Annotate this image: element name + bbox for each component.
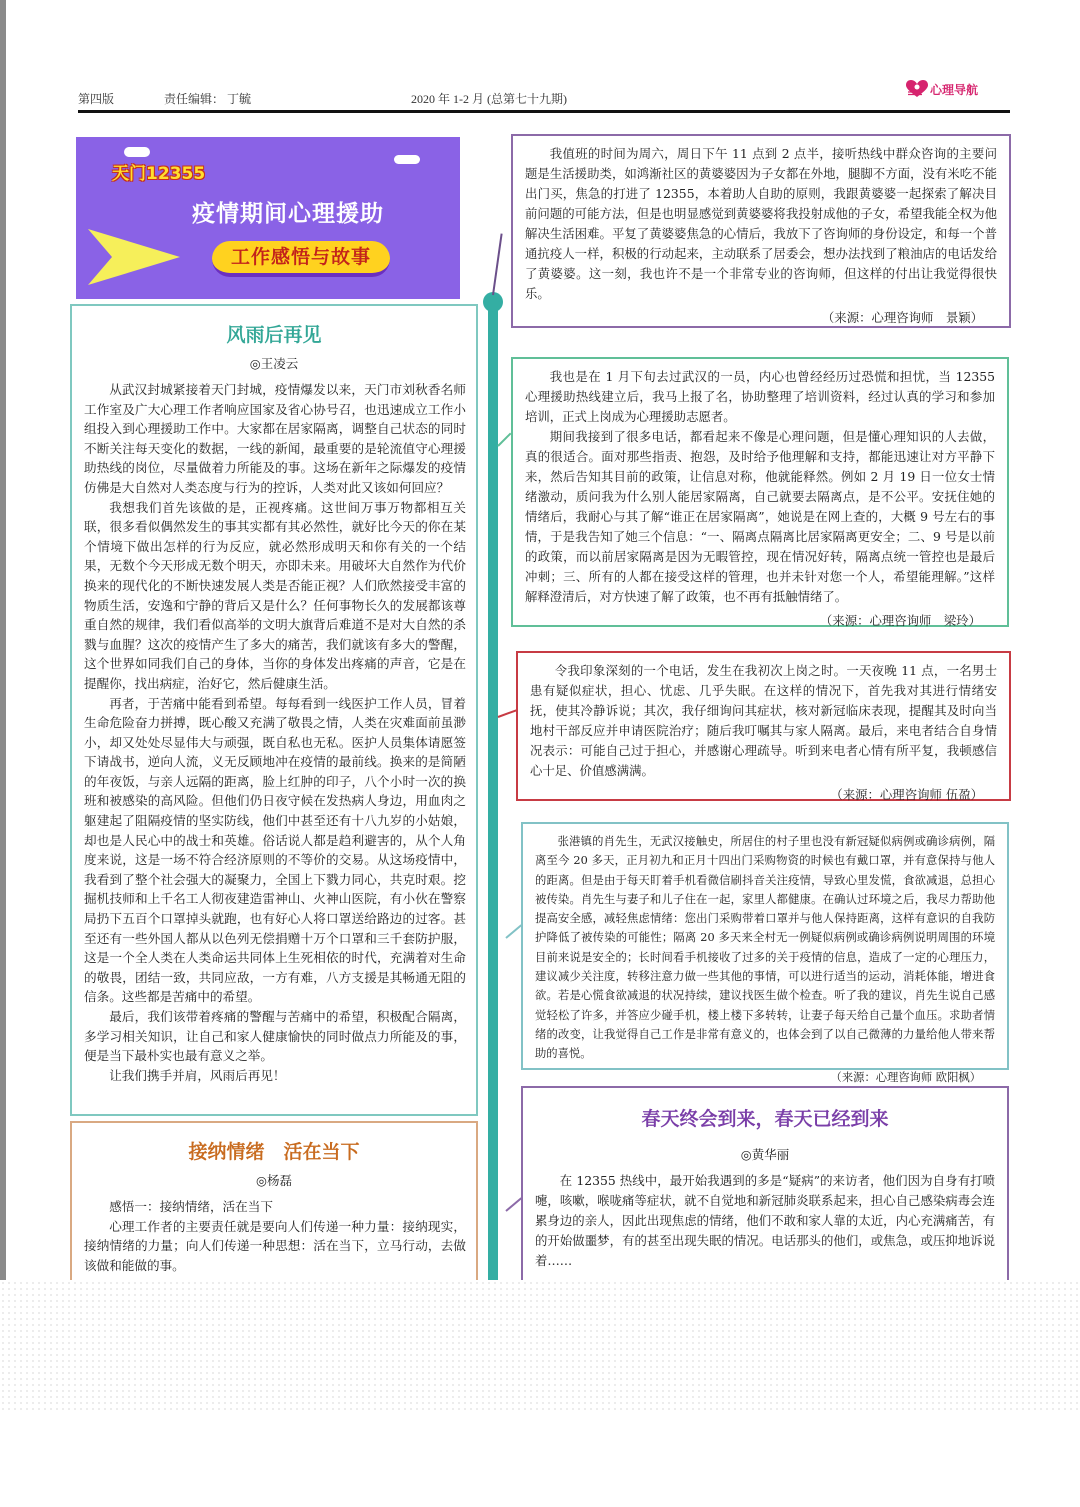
blank-area <box>0 1410 1080 1507</box>
article-paragraph: 感悟一：接纳情绪，活在当下 <box>109 1199 273 1214</box>
story-paragraph: 我值班的时间为周六，周日下午 11 点到 2 点半，接听热线中群众咨询的主要问题是生活援助类，如鸿渐社区的黄婆婆因为子女都在外地，腿脚不方面，没有米吃不能出门买，焦急的打进了 12355，本着助人自助的原则，我跟黄婆婆一起探索了解决目前问题的可能方法，但是也明显感觉到黄婆婆将我投射成他的子女，希望我能全权为他解决生活困难。平复了黄婆婆焦急的心情后，我放下了咨询师的身份设定，和每一个普通抗疫人一样，积极的行动起来，主动联系了居委会，想办法找到了粮油店的电话发给了黄婆婆。这一刻，我也许不是一个非常专业的咨询师，但这样的付出让我觉得很快乐。 <box>525 146 997 301</box>
story-paragraph: 期间我接到了很多电话，都看起来不像是心理问题，但是懂心理知识的人去做，真的很适合。面对那些指责、抱怨，及时给予他理解和支持，都能迅速让对方平静下来，然后告知其目前的政策，让信息对称，他就能释然。例如 2 月 19 日一位女士情绪激动，质问我为什么别人能居家隔离，自己就要去隔离点，是不公平。安抚住她的情绪后，我耐心与其了解“谁正在居家隔离”，她说是在网上查的，大概 9 号左右的事情，于是我告知了她三个信息：“一、隔离点隔离比居家隔离更安全；二、9 号是以前的政策，而以前居家隔离是因为无暇管控，现在情况好转，隔离点统一管控也是最后冲刺；三、所有的人都在接受这样的管理，也并未针对您一个人，希望能理解。”这样解释澄清后，对方快速了解了政策，也不再有抵触情绪了。 <box>525 429 995 604</box>
page-cutoff-dotted-area <box>0 1280 1080 1410</box>
story-paragraph: 张港镇的肖先生，无武汉接触史，所居住的村子里也没有新冠疑似病例或确诊病例，隔离至今 20 多天，正月初九和正月十四出门采购物资的时候也有戴口罩，并有意保持与他人的距离。但是由于每天盯着手机看微信刷抖音关注疫情，导致心里发慌，食欲减退，总担心被传染。肖先生与妻子和儿子住在一起，家里人都健康。在确认过环境之后，我尽力帮助他提高安全感，减轻焦虑情绪：您出门采购带着口罩并与他人保持距离，这样有意识的自我防护降低了被传染的可能性；隔离 20 多天来全村无一例疑似病例或确诊病例说明周围的环境目前来说是安全的；长时间看手机接收了过多的关于疫情的信息，造成了一定的心理压力，建议减少关注度，转移注意力做一些其他的事情，可以进行适当的运动，消耗体能，增进食欲。若是心慌食欲减退的状况持续，建议找医生做个检查。听了我的建议，肖先生说自己感觉轻松了许多，并答应少碰手机，楼上楼下多转转，让妻子每天给自己量个血压。求助者情绪的改变，让我觉得自己工作是非常有意义的，也体会到了以自己微薄的力量给他人带来帮助的喜悦。 <box>535 835 995 1061</box>
article-title: 春天终会到来，春天已经到来 <box>641 1108 889 1130</box>
timeline-connector <box>492 233 503 295</box>
banner-subtitle: 工作感悟与故事 <box>212 241 390 277</box>
story-jingying <box>511 134 1011 328</box>
hotline-tag: 天门12355 <box>112 164 206 184</box>
article-paragraph: 我想我们首先该做的是，正视疼痛。这世间万事万物都相互关联，很多看似偶然发生的事其实都有其必然性，就好比今天的你在某个情境下做出怎样的行为反应，就必然形成明天和你有关的一个结果，无数个今天形成无数个明天，亦即未来。用破坏大自然作为代价换来的现代化的不断快速发展人类是否能正视？人们欣然接受丰富的物质生活，安逸和宁静的背后又是什么？任何事物长久的发展都该尊重自然的规律，我们看似高举的文明大旗背后难道不是对大自然的杀戮与血腥？这次的疫情产生了多大的痛苦，我们就该有多大的警醒，这个世界如同我们自己的身体，当你的身体发出疼痛的声音，它是在提醒你，找出病症，治好它，然后健康生活。 <box>84 499 466 691</box>
publication-logo <box>906 77 978 101</box>
issue-date: 2020 年 1-2 月 (总第七十九期) <box>411 92 567 106</box>
article-paragraph: 心理工作者的主要责任就是要向人们传递一种力量：接纳现实，接纳情绪的力量；向人们传递一种思想：活在当下，立马行动，去做该做和能做的事。 <box>84 1218 466 1273</box>
timeline-connector <box>498 709 517 718</box>
article-author: ◎王凌云 <box>249 356 299 371</box>
edition-label: 第四版 <box>78 92 115 106</box>
article-paragraph: 从武汉封城紧接着天门封城，疫情爆发以来，天门市刘秋香名师工作室及广大心理工作者响应国家及省心协号召，也迅速成立工作小组投入到心理援助工作中。大家都在居家隔离，调整自己状态的同时不断关注每天变化的数据，一线的新闻，最重要的是轮流值守心理援助热线的岗位，尽量做着力所能及的事。这场在新年之际爆发的疫情仿佛是大自然对人类态度与行为的控诉，人类对此又该如何回应？ <box>84 382 466 495</box>
header-rule <box>78 110 1010 113</box>
timeline-connector <box>505 924 522 938</box>
story-paragraph: 我也是在 1 月下旬去过武汉的一员，内心也曾经经历过恐慌和担忧，当 12355 心理援助热线建立后，我马上报了名，协助整理了培训资料，经过认真的学习和参加培训，正式上岗成为心理援助志愿者。 <box>525 369 995 424</box>
editor-label: 责任编辑： 丁毓 <box>164 92 252 106</box>
feature-banner <box>76 137 460 299</box>
timeline-connector <box>497 433 511 447</box>
story-source: （来源：心理咨询师 伍盈） <box>830 787 983 802</box>
timeline-connector <box>505 1197 522 1211</box>
timeline-line <box>488 304 498 1280</box>
story-paragraph: 令我印象深刻的一个电话，发生在我初次上岗之时。一天夜晚 11 点，一名男士患有疑似症状，担心、忧虑、几乎失眠。在这样的情况下，首先我对其进行情绪安抚，使其冷静诉说；其次，我仔细询问其症状，核对新冠临床表现，提醒其及时向当地村干部反应并申请医院治疗；随后我叮嘱其与家人隔离。最后，来电者结合自身情况表示：可能自己过于担心，并感谢心理疏导。听到来电者心情有所平复，我顿感信心十足、价值感满满。 <box>530 663 997 778</box>
story-liangling <box>511 357 1009 627</box>
article-paragraph: 在 12355 热线中，最开始我遇到的多是“疑病”的来访者，他们因为自身有打喷嚏，咳嗽，喉咙痛等症状，就不自觉地和新冠肺炎联系起来，担心自己感染病毒会连累身边的亲人，因此出现焦虑的情绪，他们不敢和家人靠的太近，内心充满痛苦，有的开始做噩梦，有的甚至出现失眠的情况。电话那头的他们，或焦急，或压抑地诉说着…… <box>535 1173 995 1268</box>
arrow-icon <box>88 229 180 285</box>
page-header <box>78 88 1008 108</box>
article-jiena <box>70 1121 478 1280</box>
story-source: （来源：心理咨询师 欧阳枫） <box>830 1070 981 1084</box>
banner-title: 疫情期间心理援助 <box>192 201 384 227</box>
story-source: （来源：心理咨询师 梁玲） <box>819 613 981 628</box>
article-paragraph: 最后，我们该带着疼痛的警醒与苦痛中的希望，积极配合隔离，多学习相关知识，让自己和家人健康愉快的同时做点力所能及的事，便是当下最朴实也最有意义之举。 <box>84 1009 466 1064</box>
article-paragraph: 再者，于苦痛中能看到希望。每每看到一线医护工作人员，冒着生命危险奋力拼搏，既心酸又充满了敬畏之情，人类在灾难面前虽渺小，却又处处尽显伟大与顽强，既自私也无私。医护人员集体请愿签下请战书，逆向人流，义无反顾地冲在疫情的最前线。换来的是简陋的年夜饭，与亲人远隔的距离，脸上红肿的印子，八个小时一次的换班和被感染的高风险。但他们仍日夜守候在发热病人身边，用血肉之躯建起了阻隔疫情的坚实防线，他们中甚至还有十八九岁的小姑娘，却也是人民心中的战士和英雄。俗话说人都是趋利避害的，从个人角度来说，这是一场不符合经济原则的不等价的交易。从这场疫情中，我看到了整个社会强大的凝聚力，全国上下戮力同心，共克时艰。挖掘机技师和上千名工人彻夜建造雷神山、火神山医院，有小伙在警察局扔下五百个口罩掉头就跑，也有好心人将口罩送给路边的过客。甚至还有一些外国人都从以色列无偿捐赠十万个口罩和三千套防护服，这是一个全人类在人类命运共同体上生死相依的时代，充满着对生命的敬畏，团结一致，共同应敌，一方有难，八方支援是其畅通无阻的信条。这些都是苦痛中的希望。 <box>84 695 466 1005</box>
story-ouyangfeng <box>521 822 1009 1084</box>
article-author: ◎黄华丽 <box>740 1147 790 1162</box>
cloud-icon <box>124 147 150 157</box>
article-title: 风雨后再见 <box>226 324 322 346</box>
heart-logo-icon <box>906 80 928 98</box>
logo-text: 心理导航 <box>930 82 979 97</box>
cloud-icon <box>394 155 420 164</box>
article-author: ◎杨磊 <box>256 1173 292 1188</box>
story-source: （来源：心理咨询师 景颖） <box>821 310 983 325</box>
article-chuntian <box>521 1086 1009 1280</box>
article-title: 接纳情绪 活在当下 <box>188 1141 360 1163</box>
story-wuying <box>516 651 1011 801</box>
article-fengyu <box>70 304 478 1116</box>
article-paragraph: 让我们携手并肩，风雨后再见！ <box>109 1067 286 1083</box>
newspaper-page <box>6 0 1080 1280</box>
